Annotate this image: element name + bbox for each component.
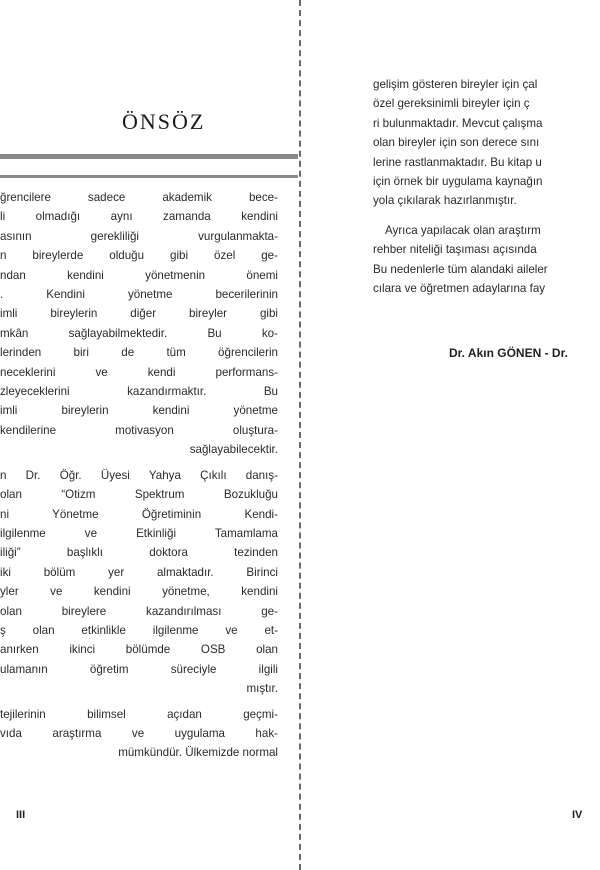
- text-line: anırken ikinci bölümde OSB olan: [0, 643, 278, 657]
- text-line: zleyeceklerini kazandırmaktır. Bu: [0, 385, 278, 399]
- paragraph: [373, 75, 600, 211]
- paragraph: [373, 221, 600, 299]
- text-line: asının gerekliliği vurgulanmakta-: [0, 229, 278, 243]
- text-line: mkân sağlayabilmektedir. Bu ko-: [0, 326, 278, 340]
- text-line: vıda araştırma ve uygulama hak-: [0, 726, 278, 740]
- text-line: iki bölüm yer almaktadır. Birinci: [0, 565, 278, 579]
- page-title: ÖNSÖZ: [122, 109, 206, 134]
- text-line: . Kendini yönetme becerilerinin: [0, 288, 278, 302]
- text-line: imli bireylerin diğer bireyler gibi: [0, 307, 278, 321]
- text-line: lerinden biri de tüm öğrencilerin: [0, 346, 278, 360]
- title-rule-thin: [0, 175, 298, 178]
- paragraph: [0, 705, 278, 763]
- text-line: yler ve kendini yönetme, kendini: [0, 585, 278, 599]
- text-line: iliği” başlıklı doktora tezinden: [0, 546, 278, 560]
- text-line: mıştır.: [246, 682, 278, 696]
- text-line: için örnek bir uygulama kaynağın: [373, 175, 543, 189]
- text-line: tejilerinin bilimsel açıdan geçmi-: [0, 707, 278, 721]
- text-line: rehber niteliği taşıması açısında: [373, 243, 537, 257]
- text-line: ndan kendini yönetmenin önemi: [0, 268, 278, 282]
- text-line: mümkündür. Ülkemizde normal: [118, 746, 278, 760]
- text-line: lerine rastlanmaktadır. Bu kitap u: [373, 155, 542, 169]
- text-line: ğrencilere sadece akademik bece-: [0, 191, 278, 204]
- left-body-text: [0, 188, 278, 763]
- right-page: [301, 0, 600, 870]
- text-line: ulamanın öğretim süreciyle ilgili: [0, 662, 278, 676]
- text-line: gelişim gösteren bireyler için çal: [373, 78, 538, 91]
- author-signature: Dr. Akın GÖNEN - Dr.: [449, 346, 568, 360]
- page-number-right: IV: [572, 809, 583, 821]
- text-line: Bu nedenlerle tüm alandaki aileler: [373, 262, 548, 276]
- text-line: yola çıkılarak hazırlanmıştır.: [373, 194, 517, 208]
- text-line: Ayrıca yapılacak olan araştırm: [385, 223, 541, 237]
- text-line: ni Yönetme Öğretiminin Kendi-: [0, 507, 278, 521]
- text-line: özel gereksinimli bireyler için ç: [373, 97, 530, 111]
- text-line: n Dr. Öğr. Üyesi Yahya Çıkılı danış-: [0, 468, 278, 482]
- text-line: cılara ve öğretmen adaylarına fay: [373, 282, 546, 296]
- text-line: kendilerine motivasyon oluştura-: [0, 423, 278, 437]
- text-line: sağlayabilecektir.: [189, 443, 278, 457]
- text-line: ri bulunmaktadır. Mevcut çalışma: [373, 116, 543, 130]
- text-line: ş olan etkinlikle ilgilenme ve et-: [0, 623, 278, 637]
- text-line: olan bireylere kazandırılması ge-: [0, 604, 278, 618]
- paragraph: [0, 466, 278, 699]
- text-line: li olmadığı aynı zamanda kendini: [0, 210, 278, 224]
- text-line: olan bireyler için son derece sını: [373, 136, 540, 150]
- text-line: n bireylerde olduğu gibi özel ge-: [0, 249, 278, 263]
- right-body-text: [373, 75, 600, 298]
- text-line: olan “Otizm Spektrum Bozukluğu: [0, 488, 278, 502]
- text-line: neceklerini ve kendi performans-: [0, 365, 278, 379]
- title-rule-thick: [0, 154, 298, 159]
- text-line: ilgilenme ve Etkinliği Tamamlama: [0, 526, 278, 540]
- paragraph-gap: [373, 211, 600, 221]
- page-number-left: III: [16, 809, 26, 821]
- text-line: imli bireylerin kendini yönetme: [0, 404, 278, 418]
- paragraph: [0, 188, 278, 460]
